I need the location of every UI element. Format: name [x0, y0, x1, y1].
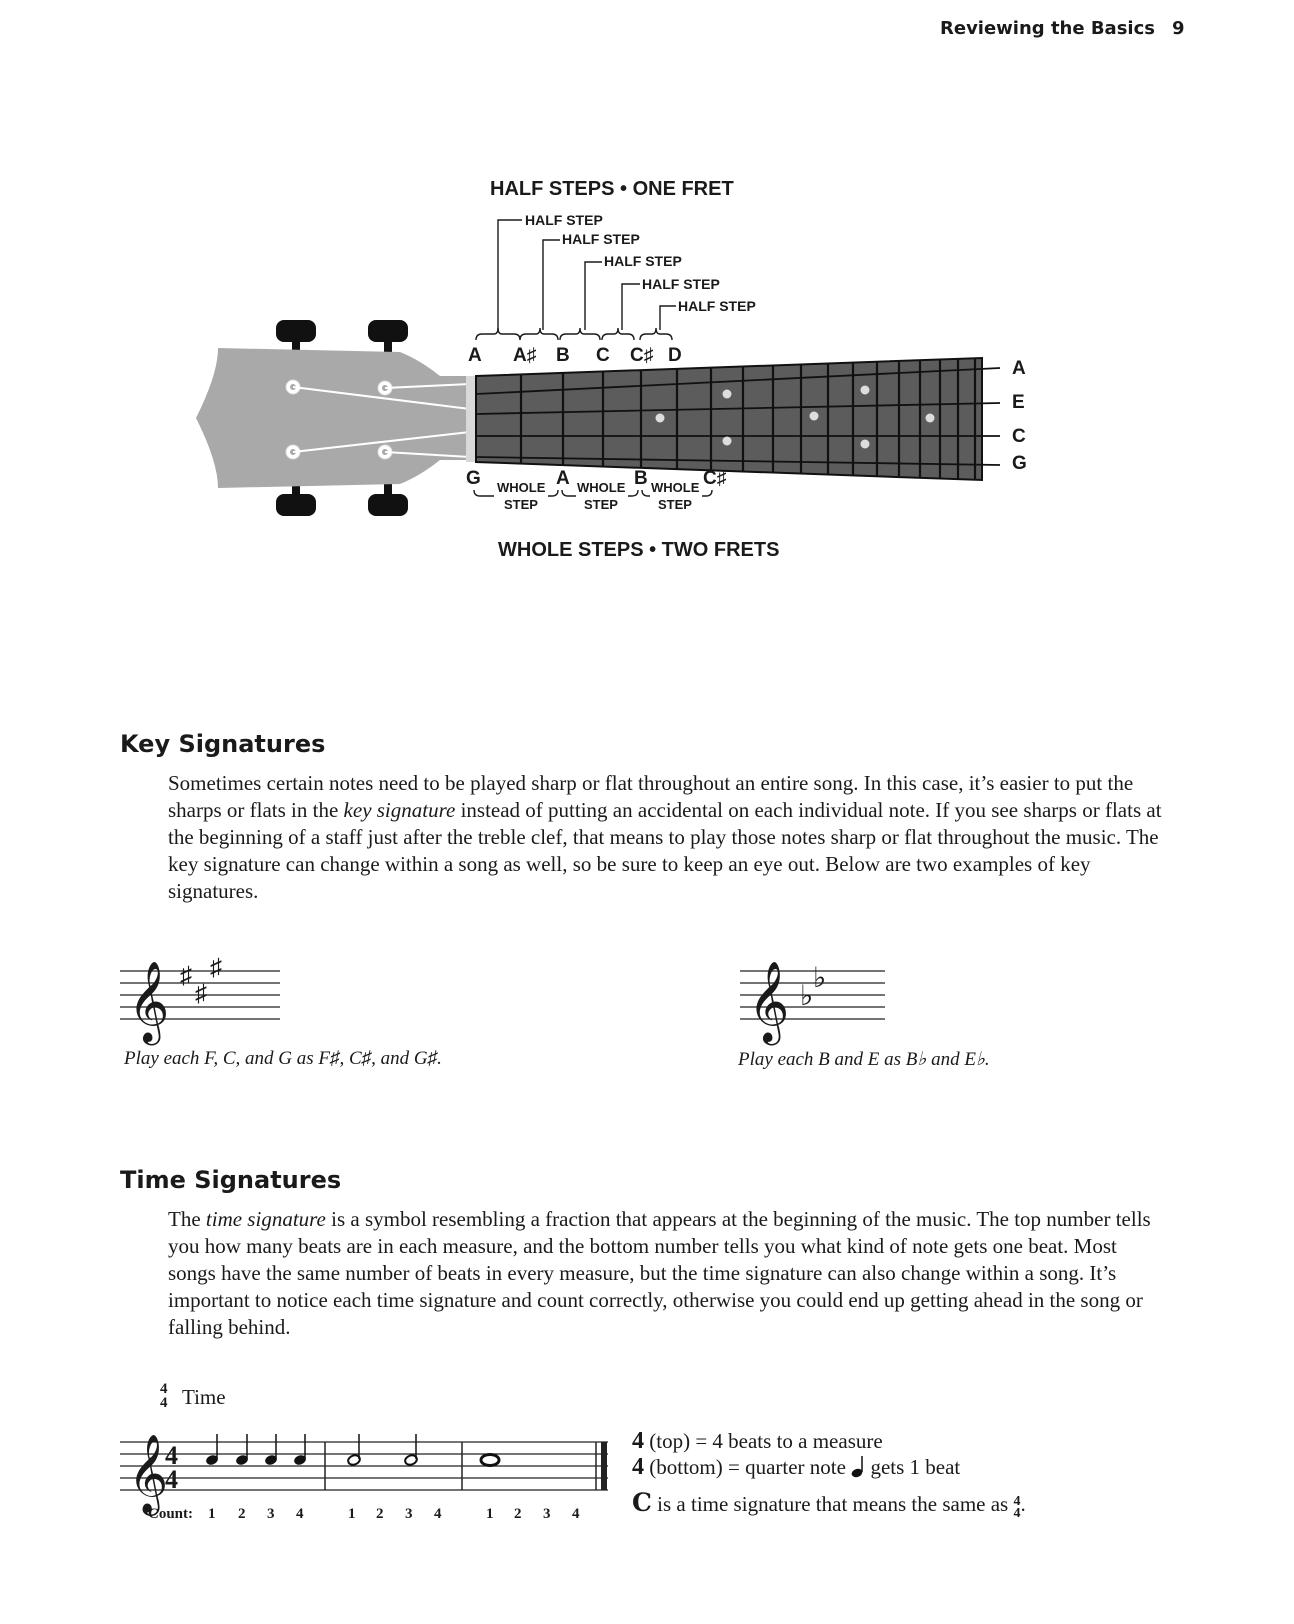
- time-sig-bottom-digit: 4: [160, 1395, 168, 1411]
- key-signature-flats-caption: Play each B and E as B♭ and E♭.: [738, 1049, 990, 1070]
- half-step-label: HALF STEP: [604, 253, 682, 269]
- ukulele-fretboard-diagram: [0, 0, 1294, 600]
- half-step-label: HALF STEP: [562, 231, 640, 247]
- note-label: C♯: [630, 345, 654, 366]
- explanation-bottom-line: 4 (bottom) = quarter note gets 1 beat: [632, 1454, 961, 1480]
- half-steps-title: HALF STEPS • ONE FRET: [490, 178, 734, 200]
- count-number: 3: [543, 1506, 551, 1522]
- flat-icon: ♭: [813, 963, 827, 994]
- count-number: 4: [434, 1506, 442, 1522]
- half-step-label: HALF STEP: [642, 276, 720, 292]
- ukulele-headstock: [196, 320, 476, 516]
- time-sig-top-digit: 4: [165, 1441, 178, 1470]
- key-signatures-heading: Key Signatures: [120, 730, 326, 758]
- common-time-icon: C: [632, 1488, 652, 1517]
- half-notes: [347, 1434, 418, 1466]
- note-label: B: [634, 468, 648, 489]
- count-number: 2: [514, 1506, 522, 1522]
- whole-step-label: WHOLE: [577, 480, 626, 495]
- term-key-signature: key signature: [343, 798, 456, 822]
- running-header: Reviewing the Basics: [940, 18, 1155, 39]
- inline-time-signature: 4 4: [1013, 1494, 1021, 1521]
- key-signature-sharps-staff: [120, 945, 300, 1055]
- note-label: A♯: [513, 345, 537, 366]
- treble-clef-icon: 𝄞: [748, 964, 790, 1041]
- whole-steps-title: WHOLE STEPS • TWO FRETS: [498, 539, 780, 561]
- time-sig-top-digit: 4: [160, 1381, 168, 1397]
- time-signatures-paragraph: The time signature is a symbol resembling a fraction that appears at the beginning of the music. The top number tells you how many beats are in each measure, and the bottom number tells you what kind of note gets one beat. Most songs have the same number of beats in every measure, but the time signature can also change within a song. It’s important to notice each time signature and count correctly, otherwise you could end up getting ahead in the song or falling behind.: [168, 1207, 1151, 1339]
- key-signature-sharps-caption: Play each F, C, and G as F♯, C♯, and G♯.: [124, 1048, 442, 1069]
- count-number: 2: [376, 1506, 384, 1522]
- quarter-note-icon: [851, 1456, 865, 1478]
- count-number: 1: [348, 1506, 356, 1522]
- example-label: Time: [182, 1385, 226, 1409]
- whole-step-label: STEP: [584, 497, 618, 512]
- time-signature-explanation: [632, 1428, 1026, 1520]
- note-label: C: [596, 345, 610, 366]
- string-name-label: C: [1012, 426, 1026, 447]
- treble-clef-icon: 𝄞: [128, 964, 170, 1041]
- count-number: 3: [267, 1506, 275, 1522]
- flat-icon: ♭: [800, 981, 814, 1012]
- sharp-icon: ♯: [195, 981, 207, 1007]
- count-label: Count:: [148, 1506, 194, 1522]
- whole-step-label: WHOLE: [651, 480, 700, 495]
- explanation-top-line: 4 (top) = 4 beats to a measure: [632, 1428, 883, 1454]
- count-number: 4: [296, 1506, 304, 1522]
- sharp-icon: ♯: [180, 963, 192, 989]
- time-signature-example-staff: [120, 1420, 620, 1530]
- page-number: 9: [1172, 18, 1185, 39]
- half-step-label: HALF STEP: [678, 298, 756, 314]
- note-label: B: [556, 345, 570, 366]
- time-signatures-heading: Time Signatures: [120, 1166, 342, 1194]
- sharp-icon: ♯: [210, 955, 222, 981]
- half-step-label: HALF STEP: [525, 212, 603, 228]
- string-name-label: E: [1012, 392, 1025, 413]
- note-label: A: [556, 468, 570, 489]
- key-signatures-paragraph: Sometimes certain notes need to be played sharp or flat throughout an entire song. In this case, it’s easier to put the sharps or flats in the key signature instead of putting an accidental on each individual note. If you see sharps or flats at the beginning of a staff just after the treble clef, that means to play those notes sharp or flat throughout the music. The key signature can change within a song as well, so be sure to keep an eye out. Below are two examples of key signatures.: [168, 771, 1162, 903]
- explanation-common-time-line: C is a time signature that means the same as 4 4 .: [632, 1488, 1026, 1521]
- whole-note: [481, 1455, 499, 1466]
- note-label: G: [466, 468, 481, 489]
- ukulele-neck: [476, 358, 1000, 480]
- string-name-label: A: [1012, 358, 1026, 379]
- term-time-signature: time signature: [205, 1207, 326, 1231]
- count-number: 1: [208, 1506, 216, 1522]
- whole-step-label: WHOLE: [497, 480, 546, 495]
- whole-step-label: STEP: [658, 497, 692, 512]
- whole-step-label: STEP: [504, 497, 538, 512]
- treble-clef-icon: 𝄞: [128, 1435, 169, 1511]
- string-name-label: G: [1012, 453, 1027, 474]
- key-signature-flats-staff: [740, 945, 920, 1055]
- time-sig-bottom-digit: 4: [165, 1465, 178, 1494]
- count-number: 2: [238, 1506, 246, 1522]
- note-label: A: [468, 345, 482, 366]
- count-number: 1: [486, 1506, 494, 1522]
- count-number: 3: [405, 1506, 413, 1522]
- quarter-notes: [205, 1434, 307, 1466]
- note-label: D: [668, 345, 682, 366]
- note-label: C♯: [703, 468, 727, 489]
- count-number: 4: [572, 1506, 580, 1522]
